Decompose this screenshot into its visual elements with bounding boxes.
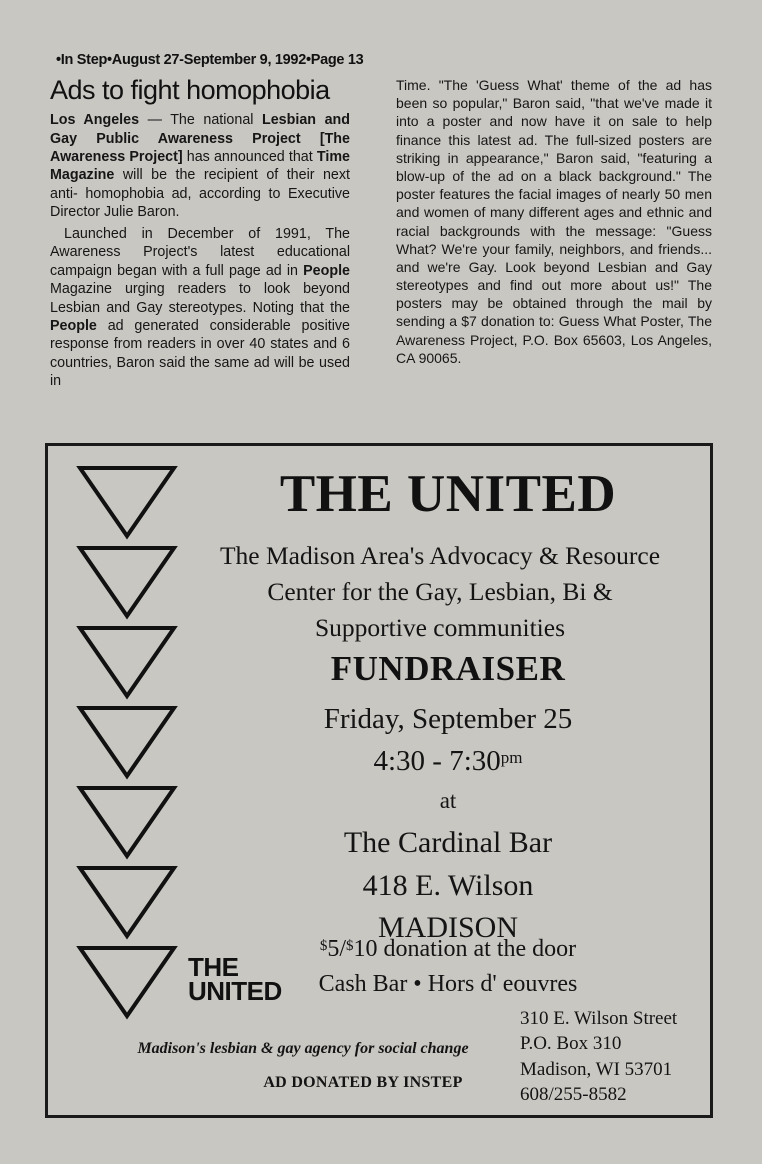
ad-date: Friday, September 25 xyxy=(323,703,573,735)
ad-subtitle-line: Supportive communities xyxy=(314,613,566,643)
ad-currency-symbol: $ xyxy=(319,938,328,954)
article-paragraph: Time. "The 'Guess What' theme of the ad has been so popular," Baron said, "that we've made it into a poster and now have it on sale to help finance this latest ad. The full-sized posters are striking in appearance," Baron said, "featuring a blow-up of the ad on a black background." The poster features the facial images of nearly 50 men and women of many different ages and ethnic and racial backgrounds with the message: "Guess What? We're your family, neighbors, and friends... and we're Gay. Look beyond Lesbian and Gay stereotypes and find out more about us!" The posters may be obtained through the mail by sending a $7 donation to: Guess What Poster, The Awareness Project, P.O. Box 65603, Los Angeles, CA 90065. xyxy=(396,77,712,366)
ad-title: THE UNITED xyxy=(279,465,617,523)
ad-address-line: Madison, WI 53701 xyxy=(520,1058,673,1080)
article xyxy=(50,76,712,431)
ad-donated-credit: AD DONATED BY INSTEP xyxy=(263,1074,463,1091)
ad-time-value: 4:30 - 7:30 xyxy=(373,745,501,778)
ad-event-type: FUNDRAISER xyxy=(330,649,566,688)
article-column-left xyxy=(50,76,350,394)
ad-time xyxy=(198,740,698,782)
ad-tagline: Madison's lesbian & gay agency for social change xyxy=(137,1040,469,1057)
ad-extras: Cash Bar • Hors d' eouvres xyxy=(318,970,578,997)
article-column-right xyxy=(396,76,712,370)
ad-date-time xyxy=(198,698,698,782)
ad-venue-line: The Cardinal Bar xyxy=(343,826,553,859)
ad-donation-prefix: 5/ xyxy=(327,936,347,962)
triangle-logo-column xyxy=(68,458,180,1028)
inverted-triangle-icon xyxy=(68,458,180,1036)
advertisement-box xyxy=(45,443,713,1118)
ad-logo-line1: THE xyxy=(188,952,239,982)
masthead-line: •In Step•August 27-September 9, 1992•Page 13 xyxy=(56,52,364,68)
ad-subtitle xyxy=(180,538,700,647)
ad-currency-symbol: $ xyxy=(346,938,354,954)
page-title: Ads to fight homophobia xyxy=(50,75,330,105)
ad-logo-wordmark xyxy=(188,952,282,1006)
article-paragraph: Launched in December of 1991, The Awareness Project's latest educational campaign began with a full page ad in People Magazine urging readers to look beyond Lesbian and Gay stereotypes. Noting that the People ad generated considerable positive response from readers in over 40 states and 6 countries, Baron said the same ad will be used in xyxy=(50,225,350,390)
ad-address-line: P.O. Box 310 xyxy=(520,1033,622,1055)
ad-subtitle-line: Center for the Gay, Lesbian, Bi & xyxy=(267,577,613,607)
ad-venue-line: 418 E. Wilson xyxy=(362,868,534,902)
ad-venue xyxy=(198,822,698,950)
ad-address-line: 310 E. Wilson Street xyxy=(520,1008,678,1029)
ad-subtitle-line: The Madison Area's Advocacy & Resource xyxy=(219,541,661,570)
ad-phone-number: 608/255-8582 xyxy=(520,1083,627,1105)
ad-time-suffix: pm xyxy=(500,748,523,768)
article-paragraph: Los Angeles — The national Lesbian and Gay Public Awareness Project [The Awareness Project] has announced that Time Magazine will be the recipient of their next anti- homophobia ad, according to Executive Director Julie Baron. xyxy=(50,112,350,221)
ad-donation-amount: 10 donation at the door xyxy=(353,936,577,962)
ad-contact-address xyxy=(520,1006,677,1107)
ad-at-label: at xyxy=(439,788,457,813)
ad-logo-line2: UNITED xyxy=(188,975,282,1006)
ad-venue-line: MADISON xyxy=(377,911,518,945)
